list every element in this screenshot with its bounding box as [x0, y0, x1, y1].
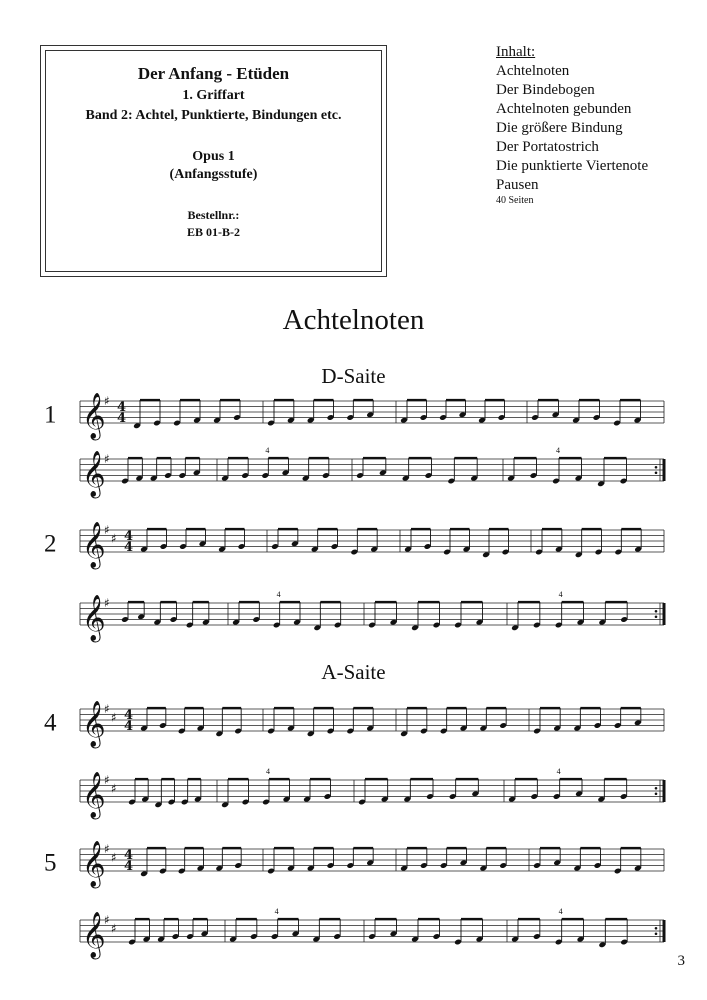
contents-item: Achtelnoten gebunden [496, 101, 632, 117]
order-label: Bestellnr.: [187, 208, 240, 222]
contents-item: Achtelnoten [496, 63, 570, 79]
sharp-sign: ♯ [104, 596, 110, 610]
treble-clef: 𝄞 [82, 841, 106, 887]
section-title-a-string: A-Saite [321, 660, 386, 684]
repeat-dot [655, 615, 658, 618]
repeat-dot [655, 610, 658, 613]
sharp-sign: ♯ [104, 702, 110, 716]
treble-clef: 𝄞 [82, 912, 106, 958]
sharp-sign: ♯ [104, 842, 110, 856]
finger-mark: 4 [558, 907, 563, 916]
repeat-dot [655, 932, 658, 935]
contents-item: Pausen [496, 177, 539, 193]
treble-clef: 𝄞 [82, 522, 106, 568]
repeat-dot [655, 927, 658, 930]
book-level: (Anfangsstufe) [169, 167, 258, 182]
finger-mark: 4 [558, 590, 563, 599]
contents-heading: Inhalt: [496, 44, 536, 60]
finger-mark: 4 [266, 767, 270, 776]
sharp-sign: ♯ [104, 773, 110, 787]
repeat-dot [655, 792, 658, 795]
time-signature-bottom: 4 [124, 719, 134, 734]
exercise-number: 1 [44, 401, 57, 429]
contents-pages: 40 Seiten [496, 195, 534, 206]
sharp-sign: ♯ [104, 452, 110, 466]
sharp-sign: ♯ [111, 781, 117, 796]
time-signature-bottom: 4 [117, 411, 127, 426]
contents-item: Der Portatostrich [496, 139, 599, 155]
time-signature-bottom: 4 [124, 859, 134, 874]
repeat-dot [655, 471, 658, 474]
treble-clef: 𝄞 [82, 595, 106, 641]
finger-mark: 4 [274, 907, 279, 916]
book-subtitle: 1. Griffart [182, 88, 245, 103]
treble-clef: 𝄞 [82, 701, 106, 747]
finger-mark: 4 [556, 446, 560, 455]
contents-item: Die größere Bindung [496, 120, 623, 136]
sharp-sign: ♯ [111, 850, 117, 865]
finger-mark: 4 [276, 590, 281, 599]
time-signature-top: 4 [124, 848, 134, 863]
treble-clef: 𝄞 [82, 451, 106, 497]
sharp-sign: ♯ [104, 523, 110, 537]
treble-clef: 𝄞 [82, 393, 106, 439]
time-signature-top: 4 [117, 400, 127, 415]
section-title-d-string: D-Saite [321, 364, 386, 388]
book-opus: Opus 1 [192, 149, 235, 164]
sharp-sign: ♯ [111, 921, 117, 936]
page-title: Achtelnoten [282, 304, 425, 336]
time-signature-top: 4 [124, 529, 134, 544]
exercise-number: 2 [44, 530, 57, 558]
book-volume: Band 2: Achtel, Punktierte, Bindungen etc. [85, 108, 342, 123]
contents-item: Die punktierte Viertenote [496, 158, 649, 174]
time-signature-top: 4 [124, 708, 134, 723]
treble-clef: 𝄞 [82, 772, 106, 818]
contents-item: Der Bindebogen [496, 82, 595, 98]
finger-mark: 4 [556, 767, 561, 776]
page-number: 3 [677, 953, 685, 969]
book-title: Der Anfang - Etüden [137, 64, 290, 83]
exercise-number: 4 [44, 709, 57, 737]
order-number: EB 01-B-2 [186, 225, 240, 239]
time-signature-bottom: 4 [124, 540, 134, 555]
sharp-sign: ♯ [104, 913, 110, 927]
finger-mark: 4 [265, 446, 270, 455]
sharp-sign: ♯ [111, 531, 117, 546]
repeat-dot [655, 466, 658, 469]
exercise-number: 5 [44, 849, 57, 877]
sharp-sign: ♯ [104, 394, 110, 408]
repeat-dot [655, 787, 658, 790]
sharp-sign: ♯ [111, 710, 117, 725]
